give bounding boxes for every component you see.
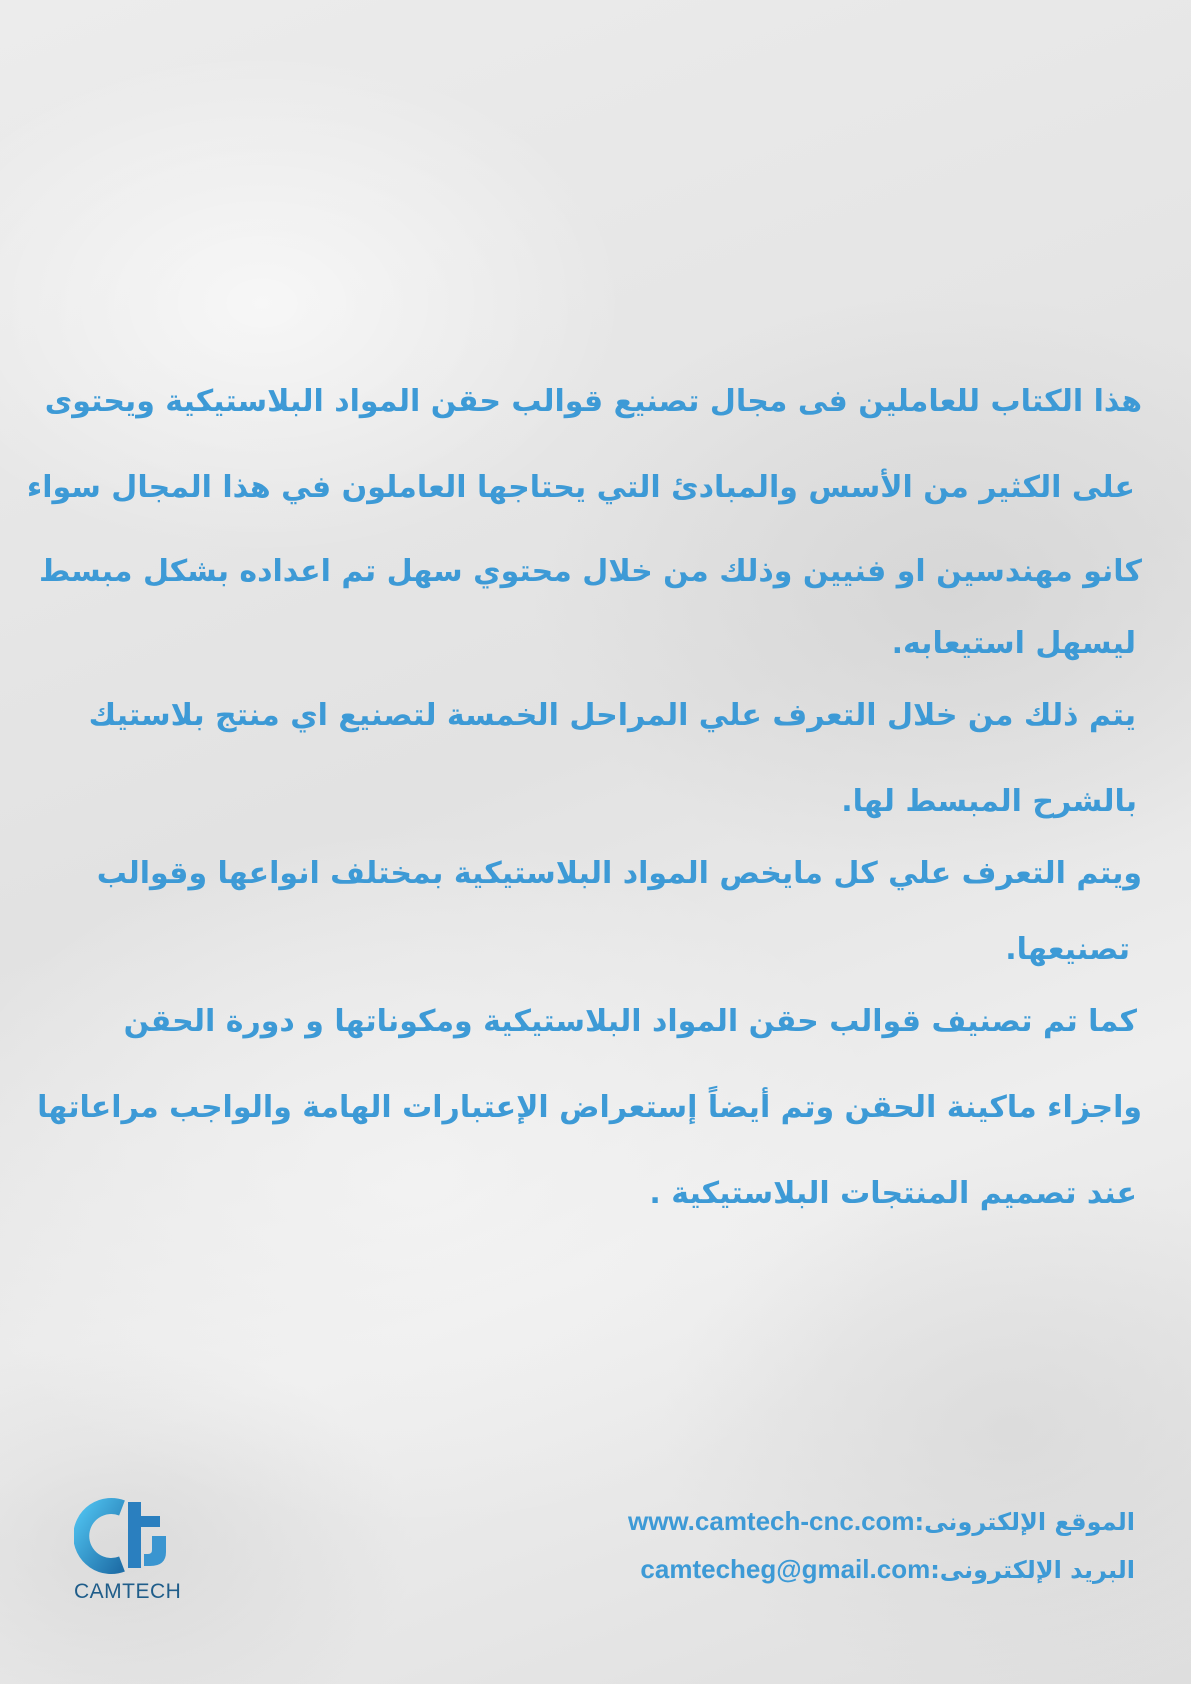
body-line-6: بالشرح المبسط لها. — [841, 784, 1137, 819]
body-line-4: ليسهل استيعابه. — [891, 626, 1136, 661]
body-line-7: ويتم التعرف علي كل مايخص المواد البلاستيكية بمختلف انواعها وقوالب — [96, 856, 1142, 891]
camtech-logo-text: CAMTECH — [74, 1580, 182, 1603]
body-line-1: هذا الكتاب للعاملين فى مجال تصنيع قوالب حقن المواد البلاستيكية ويحتوى — [44, 384, 1142, 419]
camtech-logo-icon — [74, 1496, 184, 1576]
body-line-5: يتم ذلك من خلال التعرف علي المراحل الخمسة لتصنيع اي منتج بلاستيك — [88, 698, 1136, 733]
email-line — [640, 1554, 1135, 1585]
body-line-8: تصنيعها. — [1005, 932, 1130, 967]
body-line-3: كانو مهندسين او فنيين وذلك من خلال محتوي سهل تم اعداده بشكل مبسط — [39, 554, 1142, 589]
email-link[interactable]: camtecheg@gmail.com — [640, 1554, 931, 1584]
website-line — [628, 1506, 1135, 1537]
email-label: البريد الإلكترونى: — [930, 1556, 1135, 1584]
camtech-logo — [70, 1496, 200, 1606]
website-label: الموقع الإلكترونى: — [914, 1508, 1135, 1536]
body-line-10: واجزاء ماكينة الحقن وتم أيضاً إستعراض الإعتبارات الهامة والواجب مراعاتها — [37, 1090, 1142, 1125]
website-link[interactable]: www.camtech-cnc.com — [627, 1506, 915, 1536]
body-line-9: كما تم تصنيف قوالب حقن المواد البلاستيكية ومكوناتها و دورة الحقن — [123, 1004, 1137, 1039]
body-line-11: عند تصميم المنتجات البلاستيكية . — [649, 1176, 1137, 1211]
body-line-2: على الكثير من الأسس والمبادئ التي يحتاجها العاملون في هذا المجال سواء — [26, 470, 1135, 505]
